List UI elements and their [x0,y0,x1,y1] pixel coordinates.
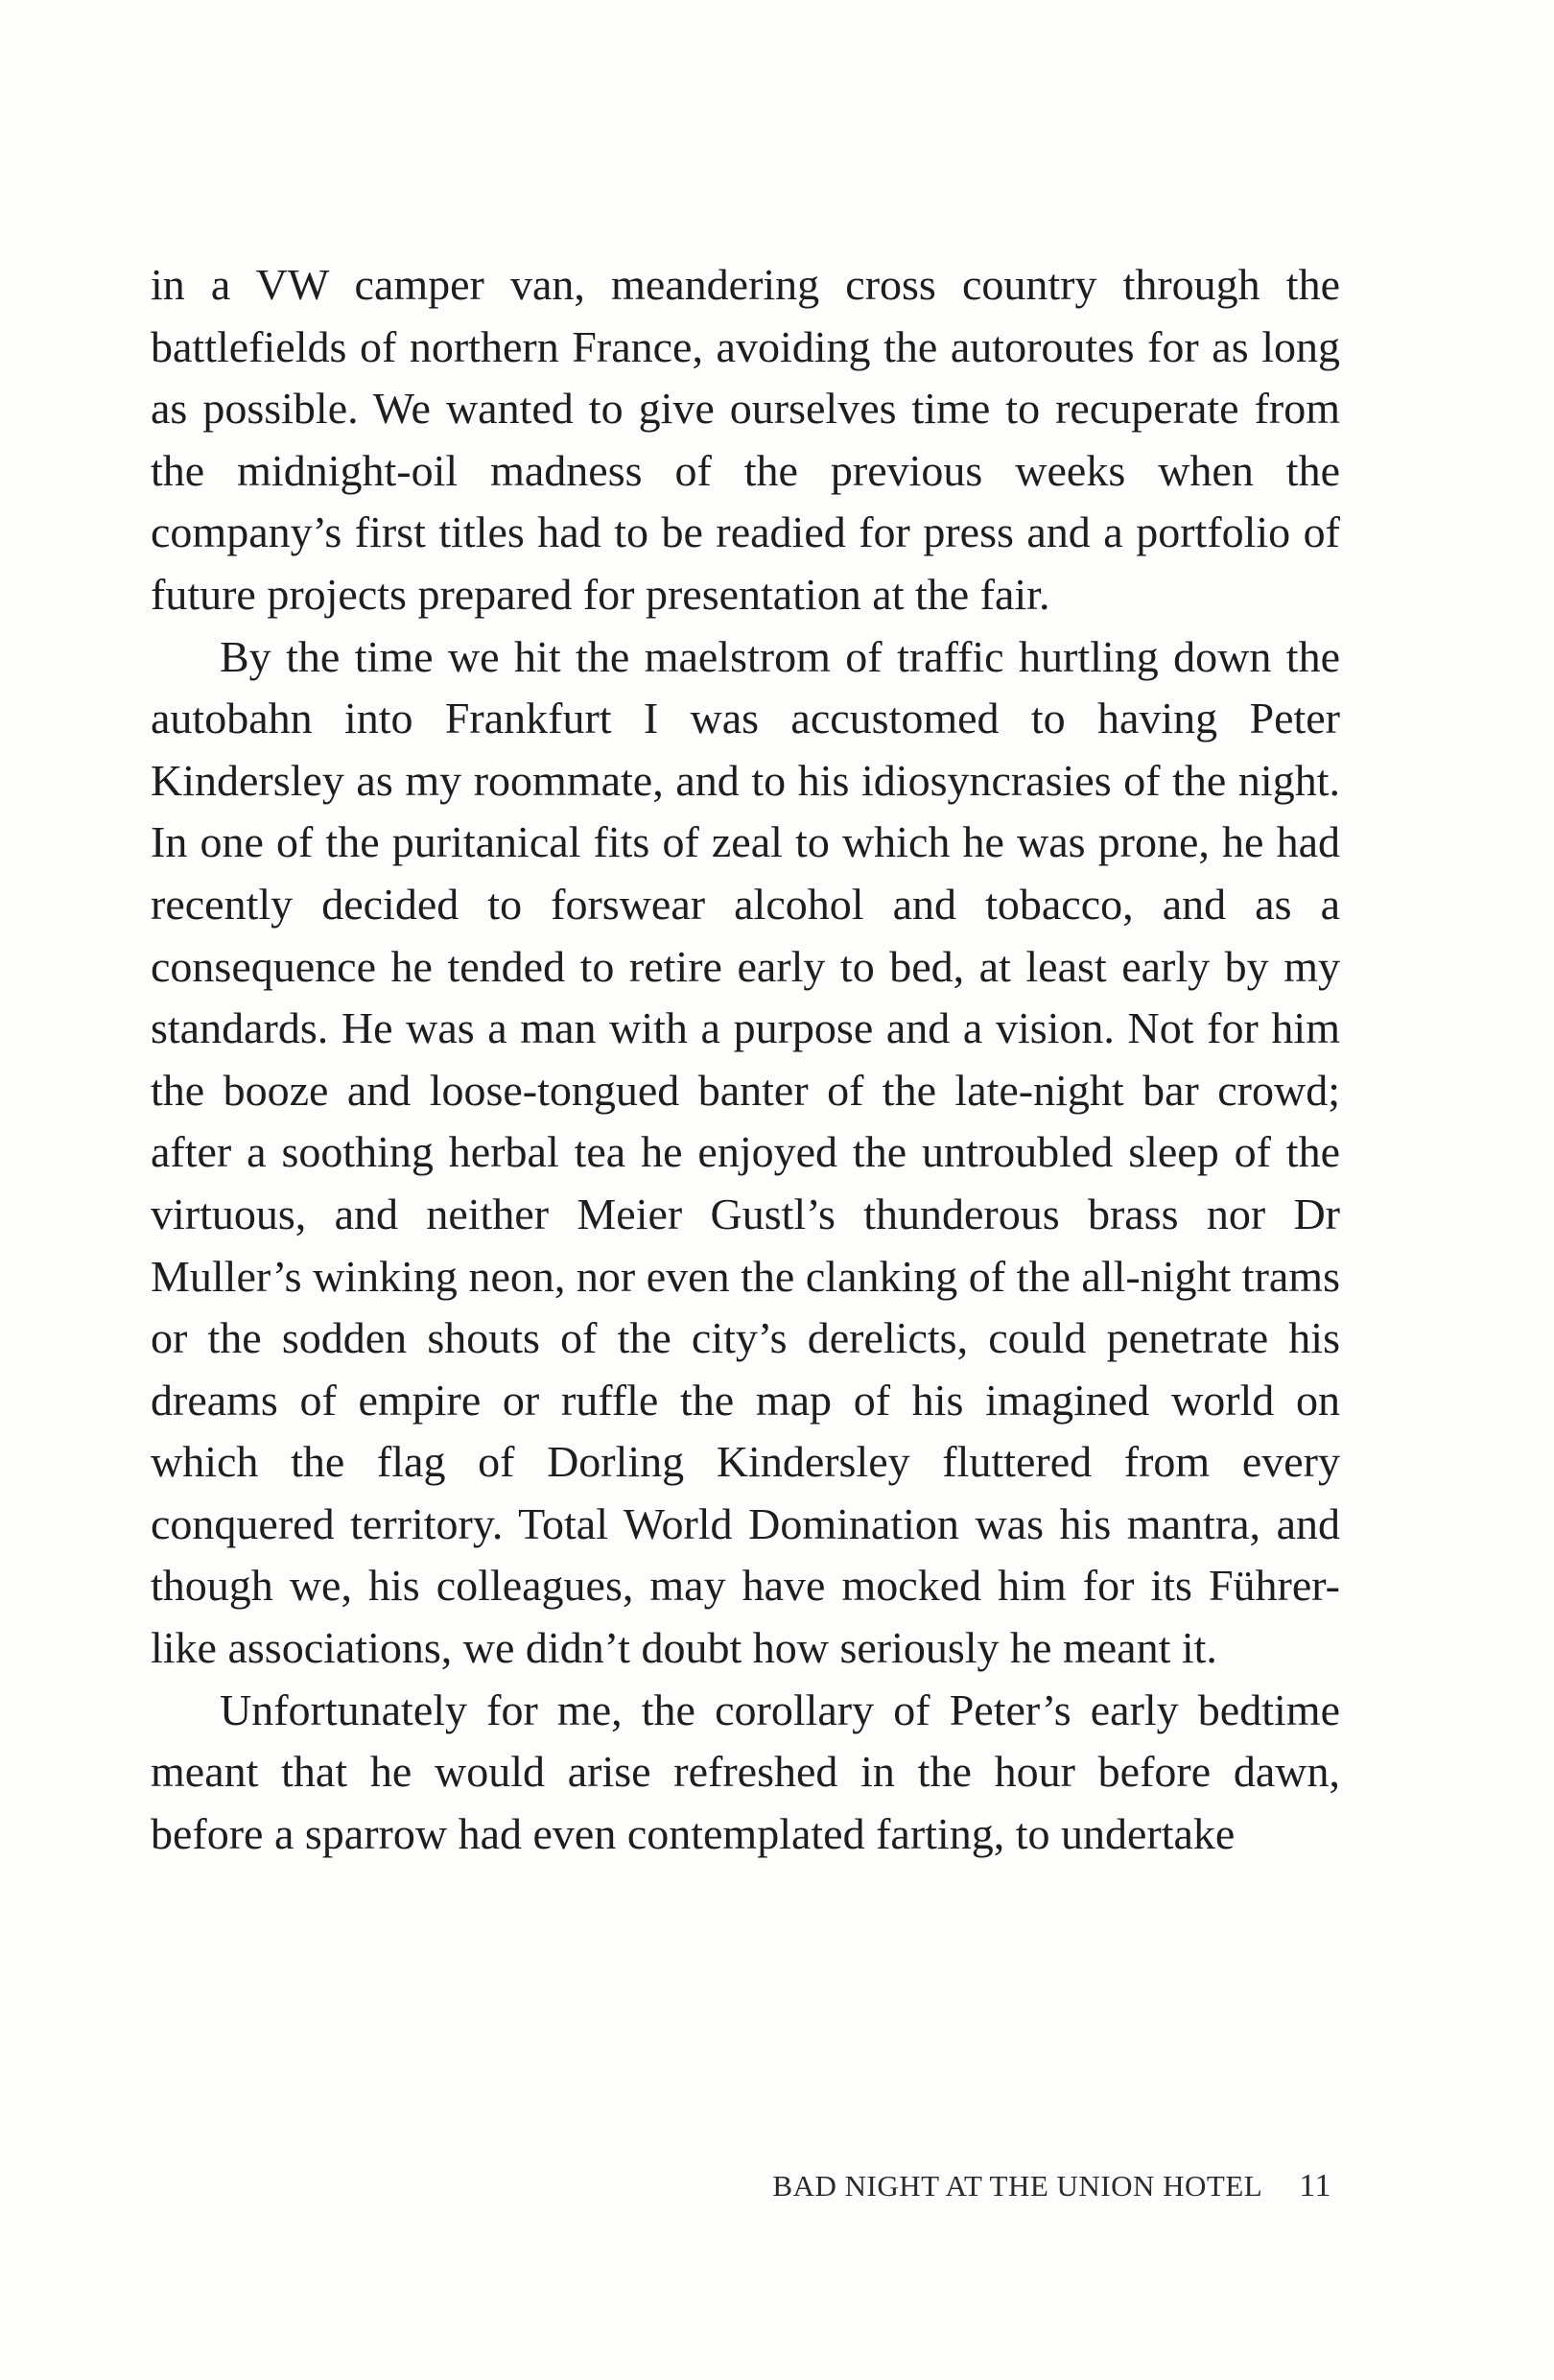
running-head: BAD NIGHT AT THE UNION HOTEL [772,2169,1263,2203]
page-number: 11 [1299,2168,1331,2203]
page-footer [772,2168,1331,2204]
body-text [151,254,1340,1865]
paragraph-2: By the time we hit the maelstrom of traffic hurtling down the autobahn into Frankfurt I was accustomed to having Peter Kindersley as my roommate, and to his idiosyncrasies of the night. In one of the puritanical fits of zeal to which he was prone, he had recently decided to forswear alcohol and tobacco, and as a consequence he tended to retire early to bed, at least early by my standards. He was a man with a purpose and a vision. Not for him the booze and loose-tongued banter of the late-night bar crowd; after a soothing herbal tea he enjoyed the untroubled sleep of the virtuous, and neither Meier Gustl’s thunderous brass nor Dr Muller’s winking neon, nor even the clanking of the all-night trams or the sodden shouts of the city’s derelicts, could penetrate his dreams of empire or ruffle the map of his imagined world on which the flag of Dorling Kindersley fluttered from every conquered territory. Total World Domination was his mantra, and though we, his colleagues, may have mocked him for its Führer-like associations, we didn’t doubt how seriously he meant it. [151,631,1340,1673]
paragraph-3: Unfortunately for me, the corollary of Peter’s early bedtime meant that he would arise refreshed in the hour before dawn, before a sparrow had even contemplated farting, to undertake [151,1685,1340,1858]
paragraph-1: in a VW camper van, meandering cross country through the battlefields of northern France, avoiding the autoroutes for as long as possible. We wanted to give ourselves time to recuperate from the midnight-oil madness of the previous weeks when the company’s first titles had to be readied for press and a portfolio of future projects prepared for presentation at the fair. [151,260,1340,619]
